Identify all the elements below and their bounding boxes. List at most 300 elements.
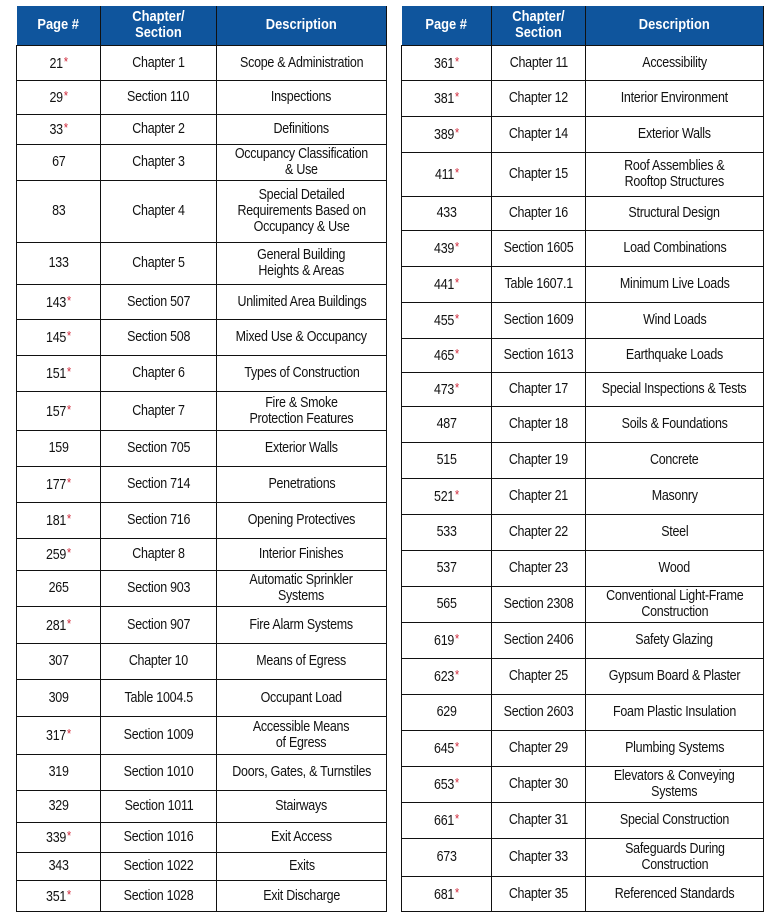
description-cell: [586, 266, 764, 302]
chapter-section-cell: [492, 730, 586, 766]
asterisk-marker: *: [454, 739, 459, 754]
asterisk-marker: *: [454, 884, 459, 900]
chapter-section-cell: [492, 802, 586, 838]
page-number: 521: [434, 489, 455, 505]
description-line: Exterior Walls: [638, 126, 711, 142]
page-number-cell: [17, 391, 101, 430]
header-chapter-section: Chapter/ Section: [492, 6, 586, 45]
chapter-section: Chapter 14: [508, 126, 569, 142]
asterisk-marker: *: [66, 475, 71, 490]
table-row: [17, 242, 387, 284]
page-number-cell: [402, 45, 492, 80]
table-row: [402, 406, 764, 442]
chapter-section-cell: [101, 716, 217, 754]
description-cell: [586, 622, 764, 658]
description-cell: [217, 570, 387, 606]
chapter-section-cell: [492, 230, 586, 266]
chapter-section: Chapter 2: [132, 121, 185, 137]
table-row: [17, 852, 387, 880]
description-cell: [217, 679, 387, 716]
header-description: Description: [586, 6, 764, 45]
page-number-cell: [17, 790, 101, 822]
asterisk-marker: *: [454, 311, 459, 326]
table-row: [402, 302, 764, 338]
table-row: [402, 116, 764, 152]
chapter-section: Section 907: [126, 616, 191, 633]
page-number-cell: [402, 876, 492, 911]
chapter-section-cell: [492, 338, 586, 372]
chapter-section: Chapter 19: [508, 452, 569, 468]
asterisk-marker: *: [66, 364, 71, 379]
description-line: Steel: [660, 524, 689, 540]
description-cell: [217, 180, 387, 242]
page-number-cell: [17, 822, 101, 852]
table-row: [17, 319, 387, 355]
table-row: [402, 514, 764, 550]
page-number-cell: [402, 116, 492, 152]
chapter-section-cell: [492, 116, 586, 152]
page-number-cell: [402, 302, 492, 338]
description-line: General Building: [257, 247, 346, 263]
description-line: Interior Finishes: [259, 546, 344, 562]
description-cell: [586, 514, 764, 550]
page-number: 515: [436, 452, 457, 468]
description-line: Foam Plastic Insulation: [613, 704, 736, 720]
description-cell: [217, 606, 387, 643]
chapter-section-cell: [101, 284, 217, 319]
description-cell: [217, 114, 387, 144]
page-number-cell: [17, 242, 101, 284]
chapter-section: Chapter 25: [508, 668, 569, 684]
table-body: [402, 45, 764, 911]
description-cell: [217, 284, 387, 319]
page-number-cell: [402, 802, 492, 838]
page-number: 157: [46, 403, 67, 420]
page-number: 411: [434, 167, 454, 183]
page-number: 361: [434, 55, 455, 72]
table-row: [17, 679, 387, 716]
asterisk-marker: *: [454, 811, 459, 826]
description-line: Mixed Use & Occupancy: [235, 329, 368, 345]
asterisk-marker: *: [66, 328, 71, 343]
page-number-cell: [402, 694, 492, 730]
chapter-section-cell: [101, 391, 217, 430]
asterisk-marker: *: [66, 615, 71, 631]
asterisk-marker: *: [66, 726, 71, 741]
page-number-cell: [17, 643, 101, 679]
page-number-cell: [402, 730, 492, 766]
description-line: Accessibility: [642, 54, 707, 71]
description-line: Fire & Smoke: [265, 394, 338, 411]
description-line: Construction: [641, 604, 708, 620]
chapter-section-cell: [492, 302, 586, 338]
table-row: [17, 114, 387, 144]
page-number-cell: [402, 514, 492, 550]
description-cell: [217, 716, 387, 754]
chapter-section-cell: [101, 822, 217, 852]
page-number-cell: [402, 266, 492, 302]
page-number-cell: [17, 114, 101, 144]
table-row: [402, 80, 764, 116]
table-row: [17, 570, 387, 606]
page-number: 259: [46, 547, 67, 563]
page-number-cell: [17, 466, 101, 502]
description-cell: [217, 144, 387, 180]
description-line: Exit Discharge: [263, 887, 340, 904]
chapter-section: Section 705: [126, 440, 191, 456]
table-row: [402, 478, 764, 514]
table-row: [402, 266, 764, 302]
page-number: 133: [48, 255, 69, 271]
table-row: [17, 502, 387, 538]
description-line: Concrete: [650, 452, 699, 468]
header-chapter-section: Chapter/ Section: [101, 6, 217, 45]
description-line: Referenced Standards: [614, 885, 735, 902]
page-number: 21: [49, 55, 63, 72]
chapter-section-cell: [492, 372, 586, 406]
chapter-section-cell: [492, 586, 586, 622]
description-line: Systems: [278, 588, 325, 604]
chapter-section: Chapter 35: [508, 885, 569, 902]
page-number: 151: [46, 366, 67, 382]
description-cell: [217, 355, 387, 391]
chapter-section: Chapter 21: [508, 488, 569, 504]
chapter-section-cell: [101, 180, 217, 242]
page-number-cell: [17, 606, 101, 643]
description-cell: [586, 730, 764, 766]
asterisk-marker: *: [66, 401, 71, 417]
description-cell: [586, 442, 764, 478]
table-row: [402, 876, 764, 911]
page-number: 673: [436, 849, 457, 865]
page-number: 441: [434, 277, 455, 293]
table-body: [17, 45, 387, 911]
description-cell: [586, 694, 764, 730]
description-line: Roof Assemblies &: [624, 158, 725, 174]
page-number-cell: [402, 658, 492, 694]
asterisk-marker: *: [454, 165, 459, 180]
page-number-cell: [17, 284, 101, 319]
chapter-section: Section 1028: [123, 887, 194, 904]
description-line: Unlimited Area Buildings: [237, 293, 366, 310]
description-cell: [586, 838, 764, 876]
description-line: Occupant Load: [260, 689, 343, 706]
asterisk-marker: *: [63, 88, 68, 103]
chapter-section: Table 1607.1: [504, 276, 573, 292]
header-description: Description: [217, 6, 387, 45]
description-cell: [217, 466, 387, 502]
chapter-section: Section 1009: [123, 727, 194, 743]
page-number: 143: [46, 294, 67, 311]
page-number: 343: [48, 858, 69, 874]
table-row: [402, 196, 764, 230]
page-number: 389: [434, 127, 455, 143]
description-line: Special Inspections & Tests: [602, 381, 747, 397]
page-number-cell: [402, 622, 492, 658]
description-cell: [217, 319, 387, 355]
chapter-section-cell: [492, 622, 586, 658]
asterisk-marker: *: [454, 53, 459, 69]
chapter-section: Section 716: [126, 512, 191, 528]
description-cell: [586, 152, 764, 196]
page-number-cell: [17, 852, 101, 880]
chapter-section-cell: [492, 766, 586, 802]
description-cell: [217, 45, 387, 80]
table-row: [17, 822, 387, 852]
description-cell: [586, 338, 764, 372]
chapter-section: Section 507: [126, 293, 191, 310]
chapter-section: Chapter 31: [508, 812, 569, 828]
table-row: [402, 658, 764, 694]
table-header: [402, 6, 764, 45]
page-number: 533: [436, 524, 457, 540]
description-line: Earthquake Loads: [625, 347, 724, 363]
page-number-cell: [17, 180, 101, 242]
chapter-section: Chapter 10: [128, 653, 189, 669]
page-number-cell: [17, 355, 101, 391]
page-number: 645: [434, 741, 455, 757]
chapter-section: Section 110: [127, 89, 190, 105]
chapter-section-cell: [492, 45, 586, 80]
page-number-cell: [17, 144, 101, 180]
table-row: [17, 716, 387, 754]
table-row: [17, 880, 387, 911]
description-line: Special Construction: [619, 812, 730, 828]
description-line: Requirements Based on: [237, 203, 366, 219]
page-number-cell: [402, 80, 492, 116]
header-page: Page #: [17, 6, 101, 45]
description-line: Protection Features: [249, 410, 354, 427]
chapter-section: Chapter 4: [132, 203, 185, 219]
table-row: [402, 442, 764, 478]
description-line: Definitions: [273, 121, 330, 137]
chapter-section-cell: [492, 406, 586, 442]
chapter-section: Chapter 12: [508, 90, 569, 106]
asterisk-marker: *: [454, 125, 459, 140]
description-cell: [586, 230, 764, 266]
chapter-section-cell: [492, 694, 586, 730]
chapter-section: Chapter 5: [132, 255, 185, 271]
page-number-cell: [402, 478, 492, 514]
chapter-section-cell: [101, 242, 217, 284]
page-number: 181: [46, 513, 67, 529]
page-number-cell: [17, 754, 101, 790]
chapter-section-cell: [492, 266, 586, 302]
page-number: 455: [434, 313, 455, 329]
page-number-cell: [402, 338, 492, 372]
table-row: [402, 230, 764, 266]
chapter-section: Section 1605: [503, 240, 574, 256]
asterisk-marker: *: [454, 667, 459, 682]
description-line: Exit Access: [271, 829, 332, 845]
description-line: Occupancy & Use: [253, 219, 350, 235]
description-line: & Use: [285, 162, 318, 178]
table-row: [402, 338, 764, 372]
chapter-section: Section 2603: [503, 704, 574, 720]
page-number-cell: [402, 550, 492, 586]
description-cell: [217, 852, 387, 880]
page-number: 473: [434, 382, 455, 398]
asterisk-marker: *: [454, 775, 459, 790]
page-number-cell: [17, 570, 101, 606]
chapter-section-cell: [101, 114, 217, 144]
page-number: 307: [48, 653, 69, 669]
chapter-section-cell: [101, 144, 217, 180]
chapter-section: Table 1004.5: [124, 689, 193, 706]
page-number-cell: [17, 502, 101, 538]
description-cell: [217, 643, 387, 679]
table-row: [402, 622, 764, 658]
asterisk-marker: *: [66, 545, 71, 560]
page-number: 145: [46, 330, 67, 346]
page-number: 265: [48, 580, 69, 596]
chapter-section-cell: [492, 550, 586, 586]
asterisk-marker: *: [66, 828, 71, 843]
chapter-section-cell: [492, 658, 586, 694]
chapter-section: Section 2406: [503, 632, 574, 648]
asterisk-marker: *: [66, 886, 71, 902]
chapter-section: Chapter 11: [509, 54, 568, 71]
page-number: 159: [48, 440, 69, 456]
page-number: 619: [434, 633, 455, 649]
table-row: [402, 45, 764, 80]
table-row: [402, 152, 764, 196]
chapter-section-cell: [492, 876, 586, 911]
table-row: [17, 45, 387, 80]
description-line: Wood: [658, 560, 691, 576]
description-line: Heights & Areas: [258, 263, 345, 279]
description-line: Stairways: [275, 798, 328, 814]
page-number: 629: [436, 704, 457, 720]
asterisk-marker: *: [454, 380, 459, 395]
page-number: 83: [51, 203, 66, 219]
table-row: [402, 838, 764, 876]
page-number-cell: [17, 430, 101, 466]
page-number: 281: [46, 617, 67, 634]
description-line: Interior Environment: [620, 90, 729, 106]
chapter-section: Chapter 6: [132, 365, 185, 381]
description-line: Scope & Administration: [239, 54, 364, 71]
table-row: [17, 538, 387, 570]
description-line: Special Detailed: [258, 187, 345, 203]
chapter-section-cell: [101, 790, 217, 822]
description-line: of Egress: [276, 735, 327, 751]
chapter-section: Chapter 29: [508, 740, 569, 756]
description-cell: [217, 80, 387, 114]
chapter-section: Chapter 3: [132, 154, 185, 170]
description-cell: [217, 790, 387, 822]
description-line: Opening Protectives: [247, 512, 356, 528]
chapter-section-cell: [101, 679, 217, 716]
description-line: Doors, Gates, & Turnstiles: [232, 764, 371, 780]
chapter-section-cell: [492, 152, 586, 196]
chapter-section: Section 1022: [123, 858, 194, 874]
description-line: Plumbing Systems: [624, 740, 725, 756]
description-cell: [217, 502, 387, 538]
page-number-cell: [17, 319, 101, 355]
page-number: 317: [46, 728, 67, 744]
description-line: Structural Design: [628, 205, 721, 221]
page-number-cell: [17, 880, 101, 911]
chapter-section: Section 714: [126, 476, 191, 492]
description-cell: [586, 586, 764, 622]
page-number: 177: [46, 477, 67, 493]
chapter-section-cell: [101, 606, 217, 643]
description-cell: [586, 876, 764, 911]
asterisk-marker: *: [63, 120, 68, 135]
chapter-section: Section 1613: [503, 347, 574, 363]
chapter-section: Chapter 16: [508, 205, 569, 221]
description-line: Load Combinations: [622, 240, 727, 256]
page-number: 661: [434, 813, 455, 829]
table-row: [17, 391, 387, 430]
table-row: [402, 586, 764, 622]
chapter-section-cell: [101, 430, 217, 466]
table-row: [402, 802, 764, 838]
asterisk-marker: *: [454, 487, 459, 502]
chapter-section: Section 1010: [123, 764, 194, 780]
chapter-section: Section 1011: [124, 798, 193, 814]
description-cell: [586, 406, 764, 442]
chapter-section-cell: [101, 319, 217, 355]
page-number: 681: [434, 886, 455, 903]
table-row: [17, 180, 387, 242]
chapter-section: Chapter 7: [132, 402, 185, 419]
table-row: [17, 144, 387, 180]
page-number-cell: [402, 586, 492, 622]
description-line: Conventional Light-Frame: [605, 588, 744, 604]
chapter-section: Chapter 22: [508, 524, 569, 540]
description-line: Occupancy Classification: [234, 146, 369, 162]
page-number: 33: [49, 122, 63, 138]
description-line: Gypsum Board & Plaster: [608, 668, 741, 684]
asterisk-marker: *: [454, 346, 459, 361]
page-number: 351: [46, 888, 67, 905]
chapter-section-cell: [101, 643, 217, 679]
description-line: Elevators & Conveying: [614, 768, 735, 784]
page-number-cell: [402, 372, 492, 406]
table-row: [17, 80, 387, 114]
description-line: Systems: [651, 784, 698, 800]
description-cell: [217, 242, 387, 284]
description-line: Masonry: [651, 488, 698, 504]
description-cell: [217, 430, 387, 466]
page-number: 381: [434, 91, 455, 107]
description-line: Types of Construction: [243, 365, 360, 381]
page-number-cell: [17, 538, 101, 570]
table-row: [17, 466, 387, 502]
table-row: [402, 730, 764, 766]
asterisk-marker: *: [66, 292, 71, 308]
table-row: [17, 790, 387, 822]
page-number: 487: [436, 416, 457, 432]
table-row: [17, 754, 387, 790]
table-row: [17, 284, 387, 319]
description-cell: [217, 754, 387, 790]
asterisk-marker: *: [66, 511, 71, 526]
chapter-section: Chapter 8: [132, 546, 185, 562]
description-cell: [586, 80, 764, 116]
description-line: Soils & Foundations: [621, 416, 728, 432]
description-cell: [586, 196, 764, 230]
description-cell: [217, 391, 387, 430]
asterisk-marker: *: [454, 89, 459, 104]
page-number: 309: [48, 689, 69, 706]
asterisk-marker: *: [63, 53, 68, 69]
table-row: [402, 766, 764, 802]
table-header: [17, 6, 387, 45]
description-cell: [586, 478, 764, 514]
